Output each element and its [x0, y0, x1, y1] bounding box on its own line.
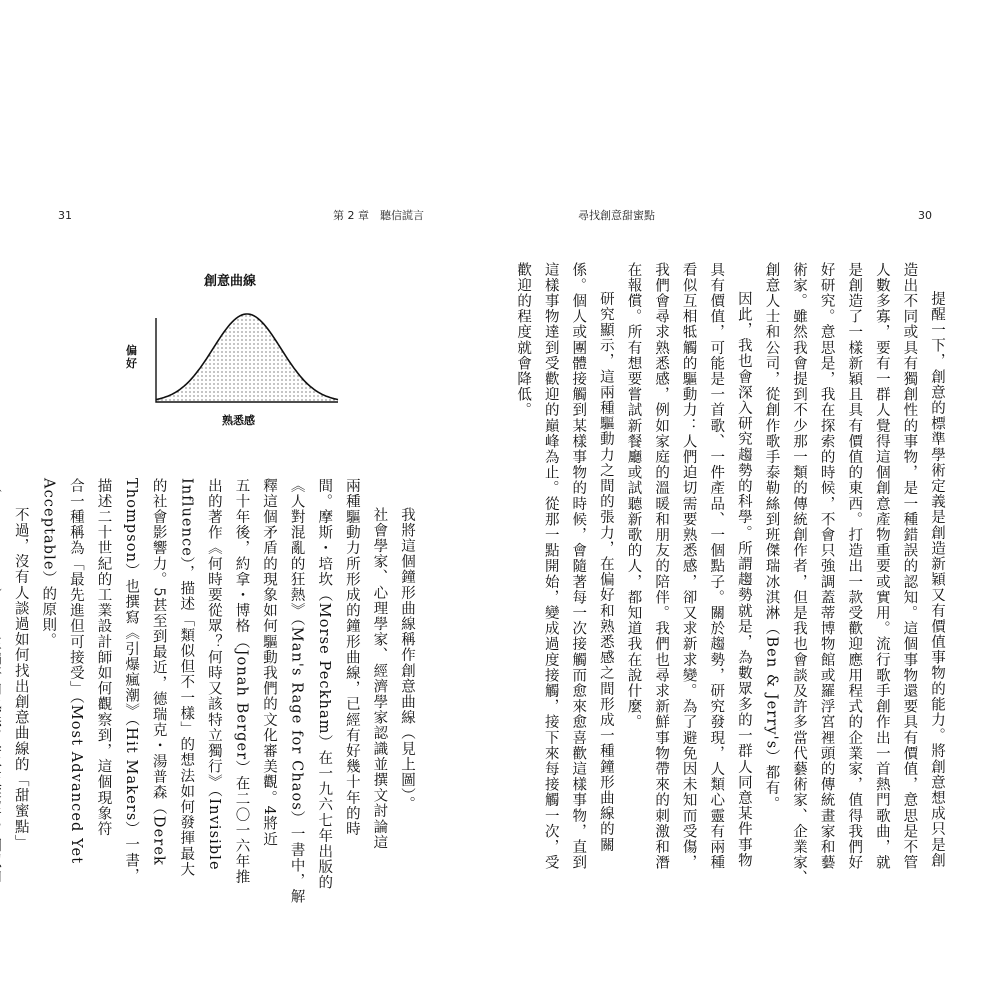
- text-line: 不過，沒有人談過如何找出創意曲線的「甜蜜點」: [12, 507, 29, 851]
- text-line: 術家。雖然我會提到不少那一類的傳統創作者，但是我也會談及許多當代藝術家、企業家、: [791, 262, 808, 886]
- left-running-head: 第 2 章 聽信謊言: [333, 209, 424, 222]
- left-page-body: [12, 478, 420, 905]
- right-page-number: 30: [918, 209, 932, 222]
- text-line: 歡迎的程度就會降低。: [515, 262, 532, 418]
- text-line: 造出不同或具有獨創性的事物，是一種錯誤的認知。這個事物還要具有價值，意思是不管: [901, 262, 918, 871]
- text-line: 是創造了一樣新穎且具有價值的東西。打造出一款受歡迎應用程式的企業家，值得我們好: [846, 262, 863, 871]
- text-line: 好研究。意思是，我在探索的時候，不會只強調蓋蒂博物館或羅浮宮裡頭的傳統畫家和藝: [818, 262, 835, 871]
- text-line: 我們會尋求熟悉感，例如家庭的溫暖和朋友的陪伴。我們也尋求新鮮事物帶來的刺激和潛: [653, 262, 670, 871]
- text-line: 在報償。所有想要嘗試新餐廳或試聽新歌的人，都知道我在說什麼。: [625, 262, 642, 730]
- text-line: 兩種驅動力所形成的鐘形曲線，已經有好幾十年的時: [343, 478, 360, 837]
- text-line: 間。摩斯・培坎（Morse Peckham）在一九六七年出版的: [316, 478, 333, 891]
- text-line: 五十年後，約拿・博格（Jonah Berger）在二〇一六年推: [233, 478, 250, 886]
- text-line: Influence），描述「類似但不一樣」的想法如何發揮最大: [178, 478, 195, 878]
- text-line: 合一種稱為「最先進但可接受」（Most Advanced Yet: [67, 478, 84, 865]
- creativity-curve-figure: [120, 262, 340, 442]
- text-line: 社會學家、心理學家、經濟學家認識並撰文討論這: [371, 507, 388, 851]
- text-line: 係。個人或團體接觸到某樣事物的時候，會隨著每一次接觸而愈來愈喜歡這樣事物，直到: [570, 262, 587, 871]
- text-line: Thompson）也撰寫《引爆瘋潮》（Hit Makers）一書，: [123, 478, 140, 884]
- figure-title: 創意曲線: [203, 274, 256, 289]
- text-line: 創意人士和公司，從創作歌手泰勒絲到班傑瑞冰淇淋（Ben & Jerry's）都有。: [763, 262, 780, 812]
- text-line: 具有價值，可能是一首歌、一件產品、一個點子。關於趨勢，研究發現，人類心靈有兩種: [708, 262, 725, 871]
- text-line: 提醒一下，創意的標準學術定義是創造新穎又有價值事物的能力。將創意想成只是創: [929, 291, 945, 869]
- text-line: 這樣事物達到受歡迎的巔峰為止。從那一點開始，變成過度接觸，接下來每接觸一次，受: [542, 262, 559, 871]
- text-line: 出的著作《何時要從眾？何時又該特立獨行》（Invisible: [205, 478, 222, 871]
- text-line: 釋這個矛盾的現象如何驅動我們的文化審美觀。4將近: [261, 478, 278, 848]
- text-line: 的社會影響力。5甚至到最近，德瑞克・湯普森（Derek: [150, 478, 167, 866]
- text-line: 《人對混亂的狂熱》（Man's Rage for Chaos）一書中，解: [288, 478, 305, 905]
- text-line: Acceptable）的原則。: [40, 478, 57, 649]
- text-line: [0, 478, 6, 800]
- y-axis-label: 偏好: [126, 344, 137, 370]
- left-page-number: 31: [58, 209, 72, 222]
- right-running-head: 尋找創意甜蜜點: [578, 209, 655, 222]
- text-line: 看似互相牴觸的驅動力：人們迫切需要熟悉感，卻又求新求變。為了避免因未知而受傷，: [680, 262, 697, 871]
- text-line: 研究顯示，這兩種驅動力之間的張力，在偏好和熟悉感之間形成一種鐘形曲線的關: [597, 291, 614, 853]
- text-line: 我將這個鐘形曲線稱作創意曲線（見上圖）。: [399, 507, 415, 812]
- right-page-body: [508, 262, 950, 886]
- x-axis-label: 熟悉感: [222, 414, 255, 427]
- text-line: 因此，我也會深入研究趨勢的科學。所謂趨勢就是，為數眾多的一群人同意某件事物: [735, 291, 752, 869]
- text-line: 描述二十世紀的工業設計師如何觀察到，這個現象符: [95, 478, 112, 837]
- text-line: 人數多寡，要有一群人覺得這個創意產物重要或實用。流行歌手創作出一首熱門歌曲，就: [873, 262, 890, 871]
- bell-curve-fill: [156, 314, 338, 402]
